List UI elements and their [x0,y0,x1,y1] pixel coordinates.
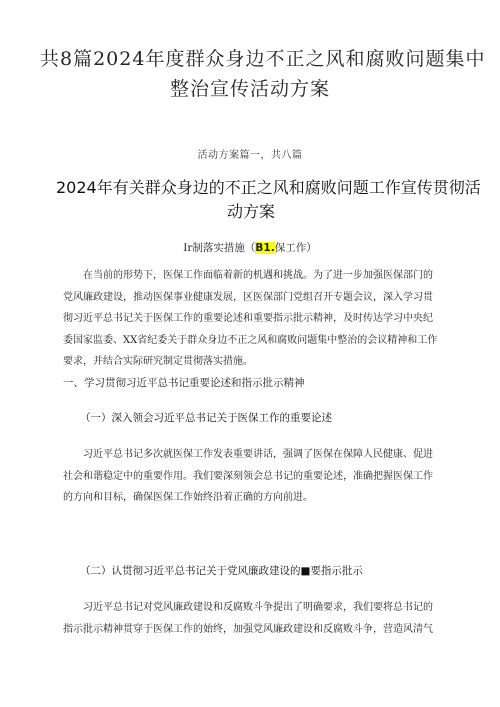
paragraph-line: 习近平总书记对党风廉政建设和反腐败斗争提出了明确要求，我们要将总书记的 [83,602,433,613]
title-line: 整治宣传活动方案 [169,78,330,100]
paragraph-line: 社会和谐稳定中的重要作用。我们要深刻领会总书记的重要论述，准确把握医保工作 [63,470,433,482]
paragraph-line: 委国家监委、XX省纪委关于群众身边不正之风和腐败问题集中整治的会议精神和工作 [63,334,438,346]
heading-level-2: （一）深入领会习近平总书记关于医保工作的重要论述 [80,412,332,424]
section-title-line: 动方案 [226,202,275,221]
paragraph-line: 习近平总书记多次就医保工作发表重要讲话，强调了医保在保障人民健康、促进 [83,449,433,460]
section-title-line: 2024年有关群众身边的不正之风和腐败问题工作宣传贯彻活 [56,178,481,197]
title-line: 共8篇2024年度群众身边不正之风和腐败问题集中 [40,48,486,70]
sub-note [0,240,500,255]
sub-note-suffix: 保工作） [274,242,317,254]
paragraph-line: 彻习近平总书记关于医保工作的重要论述和重要指示批示精神，及时传达学习中央纪 [63,313,433,324]
paragraph-1-1 [63,444,445,509]
paragraph-line: 党风廉政建设，推动医保事业健康发展，区医保部门党组召开专题会议，深入学习贯 [63,291,433,303]
paragraph-1-2 [63,597,445,640]
heading-level-1: 一、学习贯彻习近平总书记重要论述和指示批示精神 [63,377,305,389]
paragraph-line: 指示批示精神贯穿于医保工作的始终，加强党风廉政建设和反腐败斗争，营造风清气 [63,623,433,635]
heading-level-2: （二）认贯彻习近平总书记关于党风廉政建设的■要指示批示 [80,565,363,577]
section-title [56,176,481,224]
document-title [40,44,486,104]
intro-paragraph [63,265,445,373]
sub-note-highlight: B1. [255,242,275,254]
paragraph-line: 要求，并结合实际研究制定贯彻落实措施。 [63,356,253,367]
paragraph-line: 在当前的形势下，医保工作面临着新的机遇和挑战。为了进一步加强医保部门的 [83,270,433,281]
document-subhead: 活动方案篇一，共八篇 [197,150,303,161]
paragraph-line: 的方向和目标，确保医保工作始终沿着正确的方向前进。 [63,492,313,503]
sub-note-prefix: Ir制落实措施（ [183,242,256,254]
